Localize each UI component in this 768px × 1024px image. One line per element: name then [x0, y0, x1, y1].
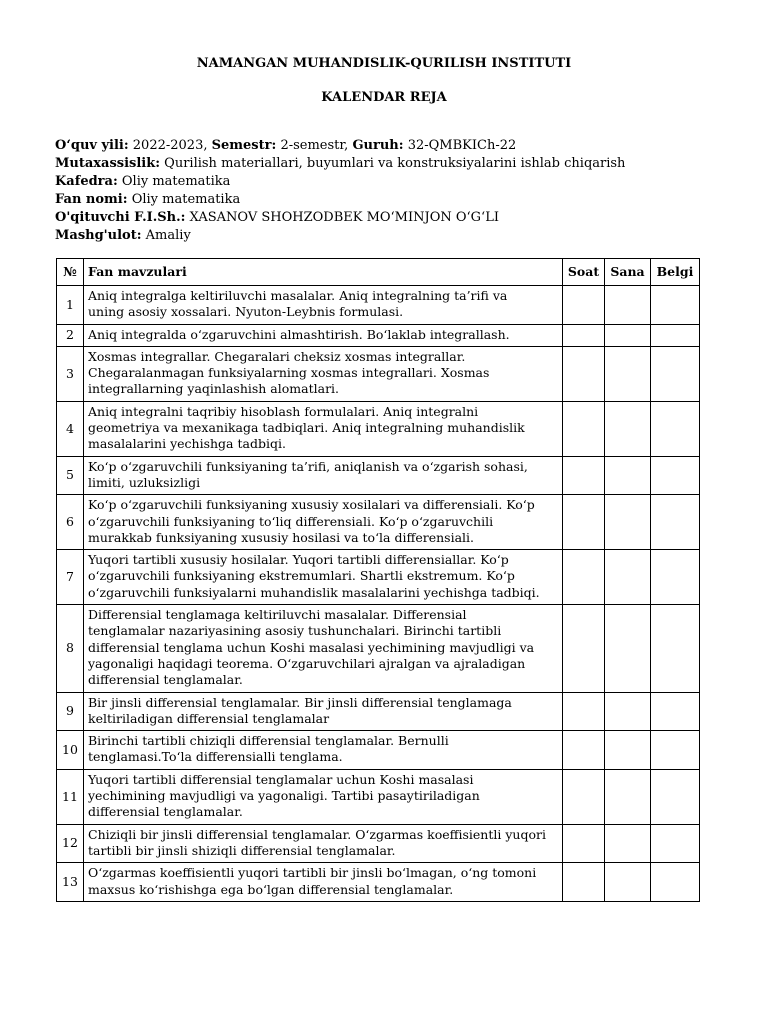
table-row — [57, 863, 700, 902]
department-line — [55, 173, 735, 191]
row-belgi-cell[interactable] — [651, 863, 700, 902]
teacher-label: O'qituvchi F.I.Sh.: — [55, 210, 186, 225]
year-semester-group-line — [55, 137, 735, 155]
row-belgi-cell[interactable] — [651, 769, 700, 824]
group-value: 32-QMBKICh-22 — [407, 138, 517, 153]
topic-line: Chegaralanmagan funksiyalarning xosmas integrallari. Xosmas — [88, 365, 490, 381]
topic-line: masalalarini yechishga tadbiqi. — [88, 436, 286, 452]
row-sana-cell[interactable] — [605, 550, 651, 605]
lesson-value: Amaliy — [145, 228, 191, 243]
row-soat-cell[interactable] — [563, 863, 605, 902]
department-label: Kafedra: — [55, 174, 118, 189]
year-label: O‘quv yili: — [55, 138, 129, 153]
row-topic — [84, 286, 563, 325]
row-topic — [84, 824, 563, 863]
table-row — [57, 550, 700, 605]
row-soat-cell[interactable] — [563, 692, 605, 731]
topic-line: keltiriladigan differensial tenglamalar — [88, 710, 330, 726]
row-sana-cell[interactable] — [605, 324, 651, 346]
teacher-value: XASANOV SHOHZODBEK MO‘MINJON O‘G‘LI — [189, 210, 499, 225]
calendar-plan-table — [56, 258, 700, 902]
topic-line: Chiziqli bir jinsli differensial tenglamalar. O‘zgarmas koeffisientli yuqori — [88, 826, 546, 842]
table-row — [57, 731, 700, 770]
topic-line: Birinchi tartibli chiziqli differensial tenglamalar. Bernulli — [88, 733, 449, 749]
row-number: 10 — [57, 731, 84, 770]
table-row — [57, 824, 700, 863]
subject-line — [55, 191, 735, 209]
row-sana-cell[interactable] — [605, 286, 651, 325]
table-row — [57, 769, 700, 824]
topic-line: yagonaligi haqidagi teorema. O‘zgaruvchilari ajralgan va ajraladigan — [88, 655, 526, 671]
row-number: 9 — [57, 692, 84, 731]
topic-line: differensial tenglamalar. — [88, 804, 243, 820]
institute-title: NAMANGAN MUHANDISLIK-QURILISH INSTITUTI — [196, 56, 572, 71]
row-sana-cell[interactable] — [605, 605, 651, 692]
row-soat-cell[interactable] — [563, 456, 605, 495]
row-topic — [84, 346, 563, 401]
row-number: 7 — [57, 550, 84, 605]
topic-line: uning asosiy xossalari. Nyuton-Leybnis formulasi. — [88, 304, 404, 320]
lesson-label: Mashg'ulot: — [55, 228, 142, 243]
topic-line: Aniq integralni taqribiy hisoblash formulalari. Aniq integralni — [88, 403, 479, 419]
row-number: 1 — [57, 286, 84, 325]
topic-line: Differensial tenglamaga keltiriluvchi masalalar. Differensial — [88, 607, 467, 623]
document-title: KALENDAR REJA — [321, 90, 447, 105]
header-soat: Soat — [563, 259, 605, 286]
table-row — [57, 346, 700, 401]
row-sana-cell[interactable] — [605, 456, 651, 495]
topic-line: tartibli bir jinsli shiziqli differensial tenglamalar. — [88, 842, 396, 858]
subject-value: Oliy matematika — [131, 192, 241, 207]
table-row — [57, 692, 700, 731]
department-value: Oliy matematika — [121, 174, 231, 189]
lesson-line — [55, 227, 735, 245]
specialty-value: Qurilish materiallari, buyumlari va konstruksiyalarini ishlab chiqarish — [164, 156, 626, 171]
table-header-row — [57, 259, 700, 286]
row-belgi-cell[interactable] — [651, 731, 700, 770]
row-sana-cell[interactable] — [605, 495, 651, 550]
row-soat-cell[interactable] — [563, 324, 605, 346]
row-number: 5 — [57, 456, 84, 495]
row-belgi-cell[interactable] — [651, 550, 700, 605]
row-belgi-cell[interactable] — [651, 605, 700, 692]
table-row — [57, 605, 700, 692]
row-topic — [84, 731, 563, 770]
semester-label: Semestr: — [211, 138, 277, 153]
row-belgi-cell[interactable] — [651, 346, 700, 401]
row-sana-cell[interactable] — [605, 401, 651, 456]
row-number: 3 — [57, 346, 84, 401]
course-info — [55, 137, 735, 245]
topic-line: Aniq integralda o‘zgaruvchini almashtirish. Bo‘laklab integrallash. — [88, 326, 510, 342]
row-topic — [84, 605, 563, 692]
topic-line: Ko‘p o‘zgaruvchili funksiyaning ta’rifi, aniqlanish va o‘zgarish sohasi, — [88, 458, 528, 474]
row-sana-cell[interactable] — [605, 769, 651, 824]
group-label: Guruh: — [352, 138, 404, 153]
row-belgi-cell[interactable] — [651, 495, 700, 550]
topic-line: Xosmas integrallar. Chegaralari cheksiz xosmas integrallar. — [88, 348, 466, 364]
row-sana-cell[interactable] — [605, 731, 651, 770]
topic-line: O‘zgarmas koeffisientli yuqori tartibli bir jinsli bo‘lmagan, o‘ng tomoni — [88, 865, 537, 881]
row-sana-cell[interactable] — [605, 346, 651, 401]
topic-line: o‘zgaruvchili funksiyaning ekstremumlari. Shartli ekstremum. Ko‘p — [88, 568, 515, 584]
row-topic — [84, 550, 563, 605]
row-number: 11 — [57, 769, 84, 824]
topic-line: integrallarning yaqinlashish alomatlari. — [88, 381, 340, 397]
row-belgi-cell[interactable] — [651, 456, 700, 495]
topic-line: tenglamalar nazariyasining asosiy tushunchalari. Birinchi tartibli — [88, 623, 502, 639]
header-sana: Sana — [605, 259, 651, 286]
row-belgi-cell[interactable] — [651, 692, 700, 731]
row-soat-cell[interactable] — [563, 824, 605, 863]
table-body — [57, 286, 700, 902]
topic-line: Yuqori tartibli differensial tenglamalar uchun Koshi masalasi — [88, 771, 474, 787]
topic-line: differensial tenglamalar. — [88, 672, 243, 688]
row-soat-cell[interactable] — [563, 605, 605, 692]
table-row — [57, 456, 700, 495]
topic-line: Bir jinsli differensial tenglamalar. Bir jinsli differensial tenglamaga — [88, 694, 512, 710]
row-number: 2 — [57, 324, 84, 346]
row-soat-cell[interactable] — [563, 731, 605, 770]
topic-line: Ko‘p o‘zgaruvchili funksiyaning xususiy xosilalari va differensiali. Ko‘p — [88, 497, 535, 513]
subject-label: Fan nomi: — [55, 192, 128, 207]
table-row — [57, 495, 700, 550]
row-belgi-cell[interactable] — [651, 286, 700, 325]
row-soat-cell[interactable] — [563, 401, 605, 456]
topic-line: Yuqori tartibli xususiy hosilalar. Yuqori tartibli differensiallar. Ko‘p — [88, 552, 509, 568]
topic-line: o‘zgaruvchili funksiyaning to‘liq differensiali. Ko‘p o‘zgaruvchili — [88, 513, 494, 529]
row-soat-cell[interactable] — [563, 346, 605, 401]
row-number: 8 — [57, 605, 84, 692]
topic-line: o‘zgaruvchili funksiyalarni muhandislik masalalarini yechishga tadbiqi. — [88, 584, 540, 600]
table-row — [57, 324, 700, 346]
specialty-line — [55, 155, 735, 173]
row-number: 4 — [57, 401, 84, 456]
row-topic — [84, 401, 563, 456]
row-topic — [84, 495, 563, 550]
row-belgi-cell[interactable] — [651, 824, 700, 863]
header-topic: Fan mavzulari — [84, 259, 563, 286]
row-topic — [84, 324, 563, 346]
topic-line: Aniq integralga keltiriluvchi masalalar. Aniq integralning ta’rifi va — [88, 288, 508, 303]
row-soat-cell[interactable] — [563, 550, 605, 605]
topic-line: yechimining mavjudligi va yagonaligi. Tartibi pasaytiriladigan — [88, 788, 480, 804]
topic-line: geometriya va mexanikaga tadbiqlari. Aniq integralning muhandislik — [88, 420, 525, 436]
header-num: № — [57, 259, 84, 286]
row-number: 12 — [57, 824, 84, 863]
topic-line: murakkab funksiyaning xususiy hosilasi va to‘la differensiali. — [88, 529, 475, 545]
row-sana-cell[interactable] — [605, 692, 651, 731]
topic-line: differensial tenglama uchun Koshi masalasi yechimining mavjudligi va — [88, 639, 535, 655]
topic-line: tenglamasi.To‘la differensialli tenglama. — [88, 749, 343, 765]
row-number: 13 — [57, 863, 84, 902]
row-soat-cell[interactable] — [563, 495, 605, 550]
specialty-label: Mutaxassislik: — [55, 156, 161, 171]
semester-value: 2-semestr, — [280, 138, 349, 153]
row-topic — [84, 863, 563, 902]
row-belgi-cell[interactable] — [651, 401, 700, 456]
teacher-line — [55, 209, 735, 227]
row-topic — [84, 692, 563, 731]
row-topic — [84, 769, 563, 824]
row-soat-cell[interactable] — [563, 286, 605, 325]
topic-line: limiti, uzluksizligi — [88, 474, 201, 490]
row-belgi-cell[interactable] — [651, 324, 700, 346]
header-belgi: Belgi — [651, 259, 700, 286]
table-row — [57, 286, 700, 325]
row-soat-cell[interactable] — [563, 769, 605, 824]
table-row — [57, 401, 700, 456]
row-topic — [84, 456, 563, 495]
row-number: 6 — [57, 495, 84, 550]
row-sana-cell[interactable] — [605, 824, 651, 863]
row-sana-cell[interactable] — [605, 863, 651, 902]
topic-line: maxsus ko‘rishishga ega bo‘lgan differensial tenglamalar. — [88, 881, 454, 897]
year-value: 2022-2023, — [132, 138, 208, 153]
